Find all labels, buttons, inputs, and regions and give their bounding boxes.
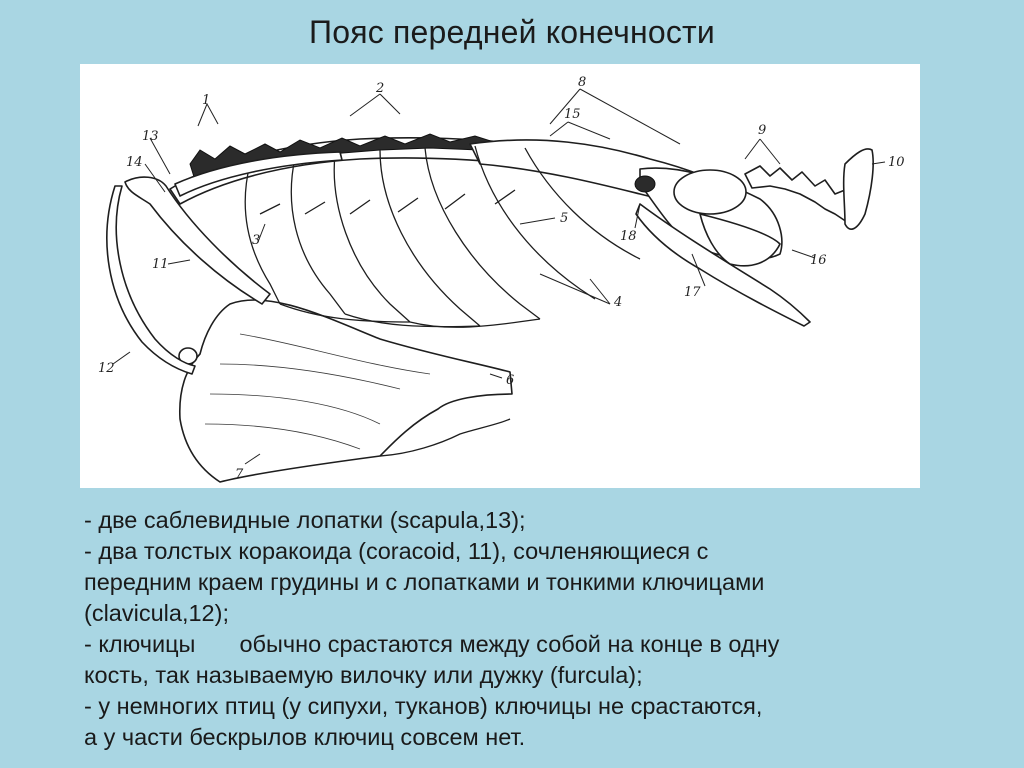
label-17: 17 (684, 285, 701, 300)
text-line-4: (clavicula,12); (84, 600, 229, 626)
description-text (84, 505, 984, 753)
text-line-2: - два толстых коракоида (coracoid, 11), сочленяющиеся с (84, 538, 709, 564)
text-line-8: а у части бескрылов ключиц совсем нет. (84, 724, 526, 750)
acetabulum (635, 176, 655, 192)
label-9: 9 (758, 123, 767, 138)
label-8: 8 (578, 75, 587, 90)
label-16: 16 (810, 253, 827, 268)
label-10: 10 (888, 155, 905, 170)
text-line-3: передним краем грудины и с лопатками и тонкими ключицами (84, 569, 765, 595)
label-2: 2 (376, 81, 385, 96)
bird-skeleton-drawing (80, 64, 920, 488)
skeleton-figure (80, 64, 920, 488)
label-7: 7 (235, 467, 244, 482)
label-18: 18 (620, 229, 637, 244)
label-1: 1 (202, 93, 211, 108)
label-14: 14 (126, 155, 143, 170)
label-13: 13 (142, 129, 159, 144)
label-11: 11 (152, 257, 169, 272)
label-4: 4 (614, 295, 623, 310)
ischiadic-foramen (674, 170, 746, 214)
coracoid (125, 177, 270, 304)
text-line-1: - две саблевидные лопатки (scapula,13); (84, 507, 526, 533)
label-5: 5 (560, 211, 569, 226)
label-12: 12 (98, 361, 115, 376)
label-3: 3 (252, 233, 261, 248)
label-15: 15 (564, 107, 581, 122)
slide-title: Пояс передней конечности (309, 14, 715, 50)
text-line-7: - у немногих птиц (у сипухи, туканов) ключицы не срастаются, (84, 693, 763, 719)
label-6: 6 (506, 373, 515, 388)
text-line-5-rest: обычно срастаются между собой на конце в одну (239, 631, 780, 657)
text-line-5-start: - ключицы (84, 631, 196, 657)
pygostyle (844, 149, 873, 229)
text-line-6: кость, так называемую вилочку или дужку (furcula); (84, 662, 643, 688)
text-line-5 (84, 629, 984, 660)
